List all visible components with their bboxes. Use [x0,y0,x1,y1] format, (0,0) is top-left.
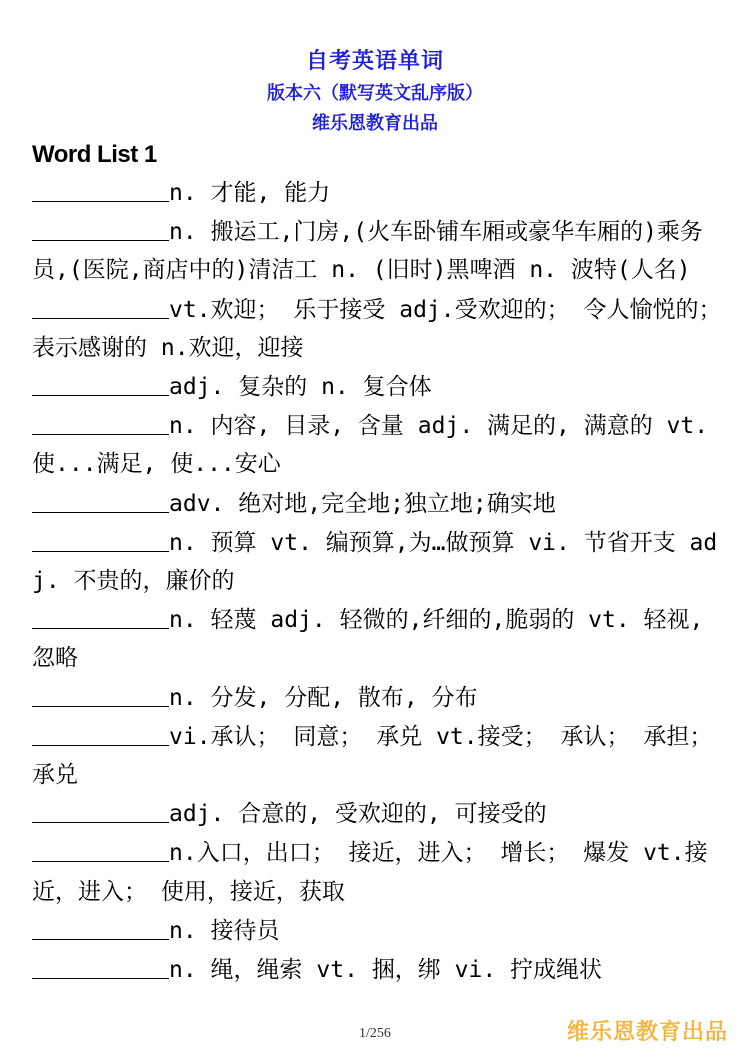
entry-definition: n. 轻蔑 adj. 轻微的,纤细的,脆弱的 vt. 轻视,忽略 [32,607,704,672]
answer-blank[interactable] [32,794,169,823]
vocabulary-entry [32,600,722,677]
entry-definition: n.入口，出口； 接近，进入； 增长； 爆发 vt.接近，进入； 使用，接近，获取 [32,840,708,905]
answer-blank[interactable] [32,911,169,940]
entry-definition: adv. 绝对地,完全地;独立地;确实地 [169,490,556,517]
vocabulary-entry [32,678,722,717]
answer-blank[interactable] [32,523,169,552]
vocabulary-entry [32,911,722,950]
vocabulary-list [32,173,722,989]
entry-definition: n. 搬运工,门房,(火车卧铺车厢或豪华车厢的)乘务员,(医院,商店中的)清洁工 n. (旧时)黑啤酒 n. 波特(人名) [32,219,703,284]
entry-definition: n. 绳，绳索 vt. 捆，绑 vi. 拧成绳状 [169,957,603,984]
entry-definition: n. 接待员 [169,917,280,944]
answer-blank[interactable] [32,950,169,979]
vocabulary-entry [32,794,722,833]
vocabulary-entry [32,173,722,212]
answer-blank[interactable] [32,600,169,629]
vocabulary-entry [32,406,722,483]
document-title: 自考英语单词 [305,49,444,74]
vocabulary-entry [32,523,722,600]
entry-definition: vt.欢迎； 乐于接受 adj.受欢迎的； 令人愉悦的； 表示感谢的 n.欢迎，迎接 [32,296,722,361]
answer-blank[interactable] [32,367,169,396]
entry-definition: n. 分发, 分配, 散布, 分布 [169,684,478,711]
vocabulary-entry [32,212,722,289]
answer-blank[interactable] [32,717,169,746]
entry-definition: adj. 复杂的 n. 复合体 [169,374,432,401]
word-list-heading: Word List 1 [32,141,157,168]
vocabulary-entry [32,833,722,910]
entry-definition: n. 预算 vt. 编预算,为…做预算 vi. 节省开支 adj. 不贵的，廉价的 [32,529,718,595]
entry-definition: n. 内容, 目录, 含量 adj. 满足的, 满意的 vt. 使...满足, 使...安心 [32,413,709,478]
page-number: 1/256 [359,1026,391,1041]
vocabulary-entry [32,484,722,523]
entry-definition: n. 才能, 能力 [169,180,331,206]
answer-blank[interactable] [32,484,169,513]
answer-blank[interactable] [32,212,169,241]
publisher-line: 维乐恩教育出品 [312,113,438,134]
publisher-watermark: 维乐恩教育出品 [566,1020,728,1045]
vocabulary-entry [32,950,722,989]
entry-definition: vi.承认； 同意； 承兑 vt.接受； 承认； 承担； 承兑 [32,723,713,789]
document-subtitle: 版本六（默写英文乱序版） [267,83,483,104]
answer-blank[interactable] [32,833,169,862]
vocabulary-entry [32,290,722,367]
answer-blank[interactable] [32,290,169,319]
entry-definition: adj. 合意的, 受欢迎的, 可接受的 [169,801,547,828]
answer-blank[interactable] [32,173,169,202]
answer-blank[interactable] [32,406,169,435]
vocabulary-entry [32,717,722,794]
answer-blank[interactable] [32,678,169,707]
vocabulary-entry [32,367,722,406]
